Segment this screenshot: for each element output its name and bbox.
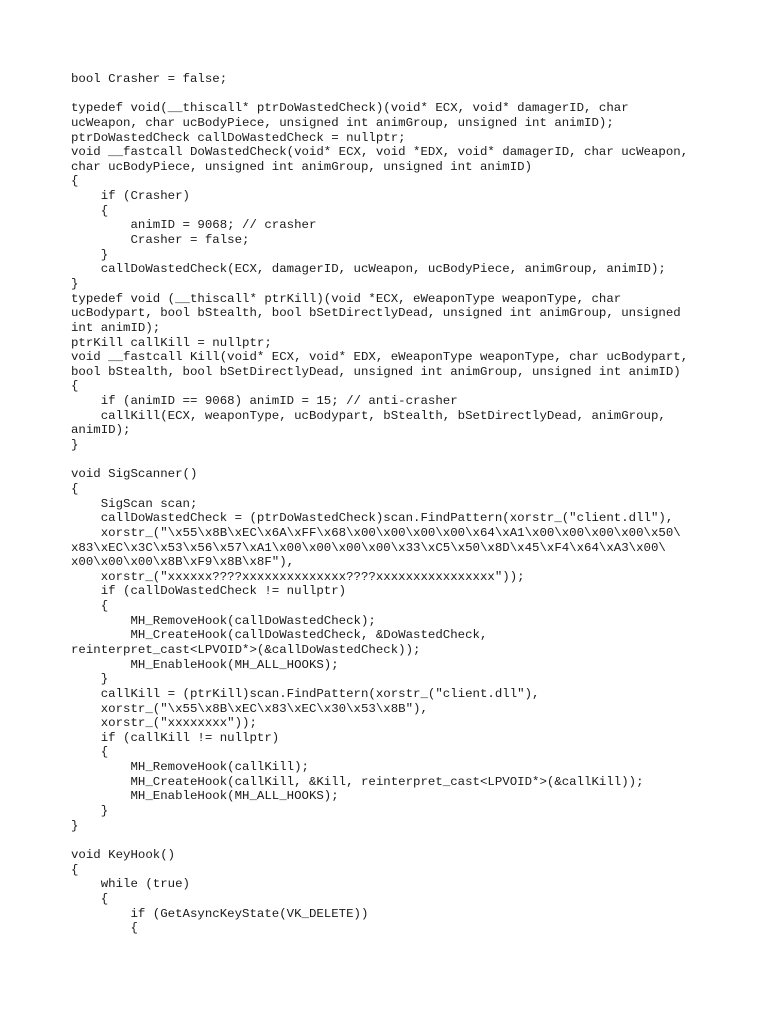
code-line: if (callDoWastedCheck != nullptr) — [71, 584, 347, 599]
code-line: { — [71, 174, 79, 189]
code-line: xorstr_("xxxxxx????xxxxxxxxxxxxxx????xxxxxxxxxxxxxxxx")); — [71, 569, 525, 584]
code-line: } — [71, 804, 109, 819]
code-line: { — [71, 862, 79, 877]
code-line — [71, 453, 751, 468]
code-line: MH_EnableHook(MH_ALL_HOOKS); — [71, 657, 339, 672]
code-line: { — [71, 891, 109, 906]
code-line: { — [71, 379, 79, 394]
code-line: callKill = (ptrKill)scan.FindPattern(xorstr_("client.dll"), — [71, 686, 540, 701]
code-line: MH_RemoveHook(callDoWastedCheck); — [71, 613, 376, 628]
code-line: if (animID == 9068) animID = 15; // anti-crasher — [71, 394, 458, 409]
code-line: { — [71, 203, 109, 218]
code-line: Crasher = false; — [71, 233, 250, 248]
code-line: { — [71, 745, 109, 760]
code-line: bool Crasher = false; — [71, 72, 228, 86]
code-line: MH_EnableHook(MH_ALL_HOOKS); — [71, 789, 339, 804]
code-line: xorstr_("\x55\x8B\xEC\x6A\xFF\x68\x00\x00\x00\x00\x64\xA1\x00\x00\x00\x00\x50\ — [71, 525, 681, 540]
code-line: while (true) — [71, 877, 190, 892]
code-line: callDoWastedCheck(ECX, damagerID, ucWeapon, ucBodyPiece, animGroup, animID); — [71, 262, 666, 277]
code-line: if (GetAsyncKeyState(VK_DELETE)) — [71, 906, 369, 921]
code-line: reinterpret_cast<LPVOID*>(&callDoWastedCheck)); — [71, 642, 421, 657]
code-line: ucBodypart, bool bStealth, bool bSetDirectlyDead, unsigned int animGroup, unsigned — [71, 306, 681, 321]
code-line: { — [71, 481, 79, 496]
code-line: SigScan scan; — [71, 496, 198, 511]
code-line: { — [71, 921, 138, 936]
code-line: } — [71, 672, 109, 687]
code-line: animID = 9068; // crasher — [71, 218, 317, 233]
code-line: ptrKill callKill = nullptr; — [71, 335, 272, 350]
code-line — [71, 87, 751, 102]
code-line: void SigScanner() — [71, 467, 198, 482]
code-line: MH_CreateHook(callKill, &Kill, reinterpret_cast<LPVOID*>(&callKill)); — [71, 774, 644, 789]
code-line: animID); — [71, 423, 131, 438]
code-line: typedef void (__thiscall* ptrKill)(void *ECX, eWeaponType weaponType, char — [71, 291, 622, 306]
code-line: } — [71, 247, 109, 262]
code-line: ucWeapon, char ucBodyPiece, unsigned int animGroup, unsigned int animID); — [71, 115, 614, 130]
code-listing — [71, 72, 751, 936]
code-line: void KeyHook() — [71, 847, 176, 862]
code-line: if (Crasher) — [71, 189, 190, 204]
code-line: void __fastcall Kill(void* ECX, void* EDX, eWeaponType weaponType, char ucBodypart, — [71, 350, 689, 365]
code-line: } — [71, 276, 79, 291]
code-line: callKill(ECX, weaponType, ucBodypart, bStealth, bSetDirectlyDead, animGroup, — [71, 408, 666, 423]
code-line: if (callKill != nullptr) — [71, 730, 280, 745]
code-line: bool bStealth, bool bSetDirectlyDead, unsigned int animGroup, unsigned int animID) — [71, 364, 681, 379]
code-line: xorstr_("xxxxxxxx")); — [71, 716, 257, 731]
code-line: MH_CreateHook(callDoWastedCheck, &DoWastedCheck, — [71, 628, 488, 643]
code-line: x00\x00\x00\x8B\xF9\x8B\x8F"), — [71, 555, 295, 570]
code-line: MH_RemoveHook(callKill); — [71, 760, 309, 775]
code-line: } — [71, 438, 79, 453]
code-line: { — [71, 599, 109, 614]
code-line: } — [71, 818, 79, 833]
code-line: callDoWastedCheck = (ptrDoWastedCheck)scan.FindPattern(xorstr_("client.dll"), — [71, 511, 674, 526]
code-line: xorstr_("\x55\x8B\xEC\x83\xEC\x30\x53\x8B"), — [71, 701, 428, 716]
code-line — [71, 833, 751, 848]
code-line: char ucBodyPiece, unsigned int animGroup, unsigned int animID) — [71, 159, 533, 174]
code-line: ptrDoWastedCheck callDoWastedCheck = nullptr; — [71, 130, 406, 145]
code-line: void __fastcall DoWastedCheck(void* ECX, void *EDX, void* damagerID, char ucWeapon, — [71, 145, 689, 160]
code-line: x83\xEC\x3C\x53\x56\x57\xA1\x00\x00\x00\x00\x33\xC5\x50\x8D\x45\xF4\x64\xA3\x00\ — [71, 540, 666, 555]
code-line: typedef void(__thiscall* ptrDoWastedCheck)(void* ECX, void* damagerID, char — [71, 101, 629, 116]
code-line: int animID); — [71, 320, 161, 335]
